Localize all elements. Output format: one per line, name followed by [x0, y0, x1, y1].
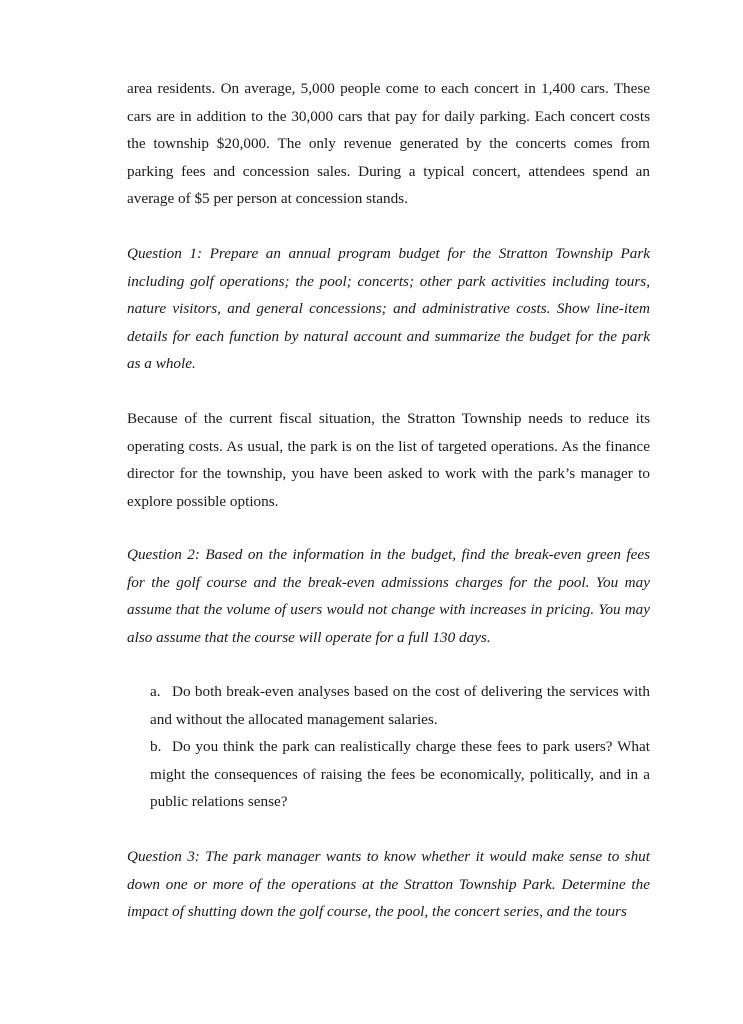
question-2: Question 2: Based on the information in the budget, find the break-even green fees for the golf course and the break-even admissions charges for the pool. You may assume that the volume of users would not change with increases in pricing. You may also assume that the course will operate for a full 130 days. — [127, 546, 650, 646]
sub-item-marker: b. — [150, 738, 162, 756]
question-1: Question 1: Prepare an annual program budget for the Stratton Township Park including golf operations; the pool; concerts; other park activities including tours, nature visitors, and general concessions; and administrative costs. Show line-item details for each function by natural account and summarize the budget for the park as a whole. — [127, 245, 650, 373]
sub-item-a — [150, 678, 650, 733]
paragraph-concerts: area residents. On average, 5,000 people come to each concert in 1,400 cars. These cars are in addition to the 30,000 cars that pay for daily parking. Each concert costs the township $20,000. The only revenue generated by the concerts comes from parking fees and concession sales. During a typical concert, attendees spend an average of $5 per person at concession stands. — [127, 80, 650, 208]
sub-item-text: Do both break-even analyses based on the cost of delivering the services with and without the allocated management salaries. — [150, 683, 650, 728]
sub-item-text: Do you think the park can realistically charge these fees to park users? What might the consequences of raising the fees be economically, politically, and in a public relations sense? — [150, 738, 650, 811]
sub-item-marker: a. — [150, 683, 161, 700]
paragraph-fiscal-situation: Because of the current fiscal situation, the Stratton Township needs to reduce its operating costs. As usual, the park is on the list of targeted operations. As the finance director for the township, you have been asked to work with the park’s manager to explore possible options. — [127, 410, 650, 510]
question-2-sub-list — [150, 678, 650, 816]
question-3: Question 3: The park manager wants to know whether it would make sense to shut down one or more of the operations at the Stratton Township Park. Determine the impact of shutting down the golf course, the pool, the concert series, and the tours — [127, 848, 650, 921]
sub-item-b — [150, 733, 650, 816]
